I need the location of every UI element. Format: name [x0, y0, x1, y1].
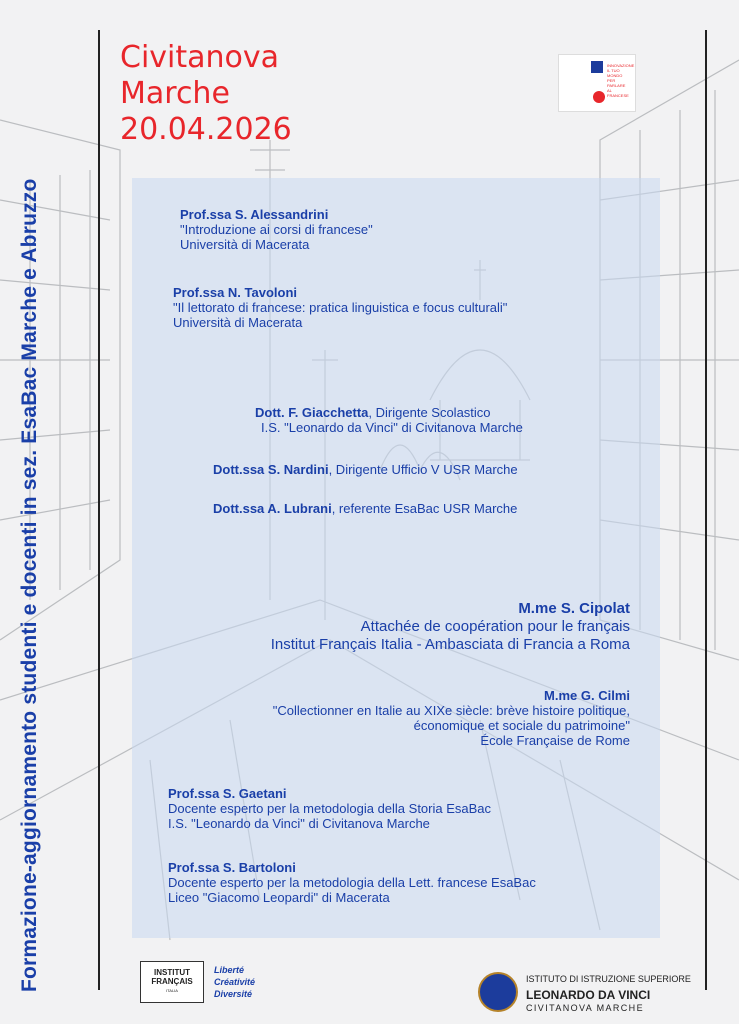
- event-title: [120, 40, 292, 148]
- speaker-alessandrini: Prof.ssa S. Alessandrini "Introduzione ai corsi di francese" Università di Macerata: [180, 207, 373, 252]
- speaker-bartoloni: Prof.ssa S. Bartoloni Docente esperto per la metodologia della Lett. francese EsaBac Liceo "Giacomo Leopardi" di Macerata: [168, 860, 536, 905]
- speaker-gaetani: Prof.ssa S. Gaetani Docente esperto per la metodologia della Storia EsaBac I.S. "Leonardo da Vinci" di Civitanova Marche: [168, 786, 492, 831]
- innovation-logo: [558, 54, 636, 112]
- city-line2: Marche: [120, 76, 230, 111]
- speaker-giacchetta: Dott. F. Giacchetta, Dirigente Scolastico I.S. "Leonardo da Vinci" di Civitanova Marche: [255, 405, 523, 435]
- institut-francais-motto: Liberté Créativité Diversité: [214, 965, 256, 999]
- vitruvian-man-icon: [478, 972, 518, 1012]
- vertical-event-title: Formazione-aggiornamento studenti e docenti in sez. EsaBac Marche e Abruzzo: [18, 178, 41, 992]
- event-date: 20.04.2026: [120, 112, 292, 147]
- speaker-tavoloni: Prof.ssa N. Tavoloni "Il lettorato di francese: pratica linguistica e focus culturali" Università di Macerata: [173, 285, 508, 330]
- logo-text: INNOVAZIONE IL TUO MONDO PER PARLARE AL FRANCESE: [607, 63, 635, 98]
- institut-francais-logo: INSTITUT FRANÇAIS ITALIA: [140, 961, 204, 1003]
- speaker-nardini: Dott.ssa S. Nardini, Dirigente Ufficio V USR Marche: [213, 462, 518, 477]
- speaker-cilmi: M.me G. Cilmi "Collectionner en Italie au XIXe siècle: brève histoire politique, économique et sociale du patrimoine" École Française de Rome: [272, 688, 630, 748]
- blue-square-icon: [591, 61, 603, 73]
- speaker-cipolat: M.me S. Cipolat Attachée de coopération pour le français Institut Français Italia - Ambasciata di Francia a Roma: [270, 600, 630, 653]
- speaker-lubrani: Dott.ssa A. Lubrani, referente EsaBac USR Marche: [213, 501, 518, 516]
- red-circle-icon: [593, 91, 605, 103]
- left-border-line: [98, 30, 100, 990]
- school-logo: ISTITUTO DI ISTRUZIONE SUPERIORE LEONARDO DA VINCI CIVITANOVA MARCHE: [478, 972, 688, 1018]
- right-border-line: [705, 30, 707, 990]
- city-line1: Civitanova: [120, 40, 280, 75]
